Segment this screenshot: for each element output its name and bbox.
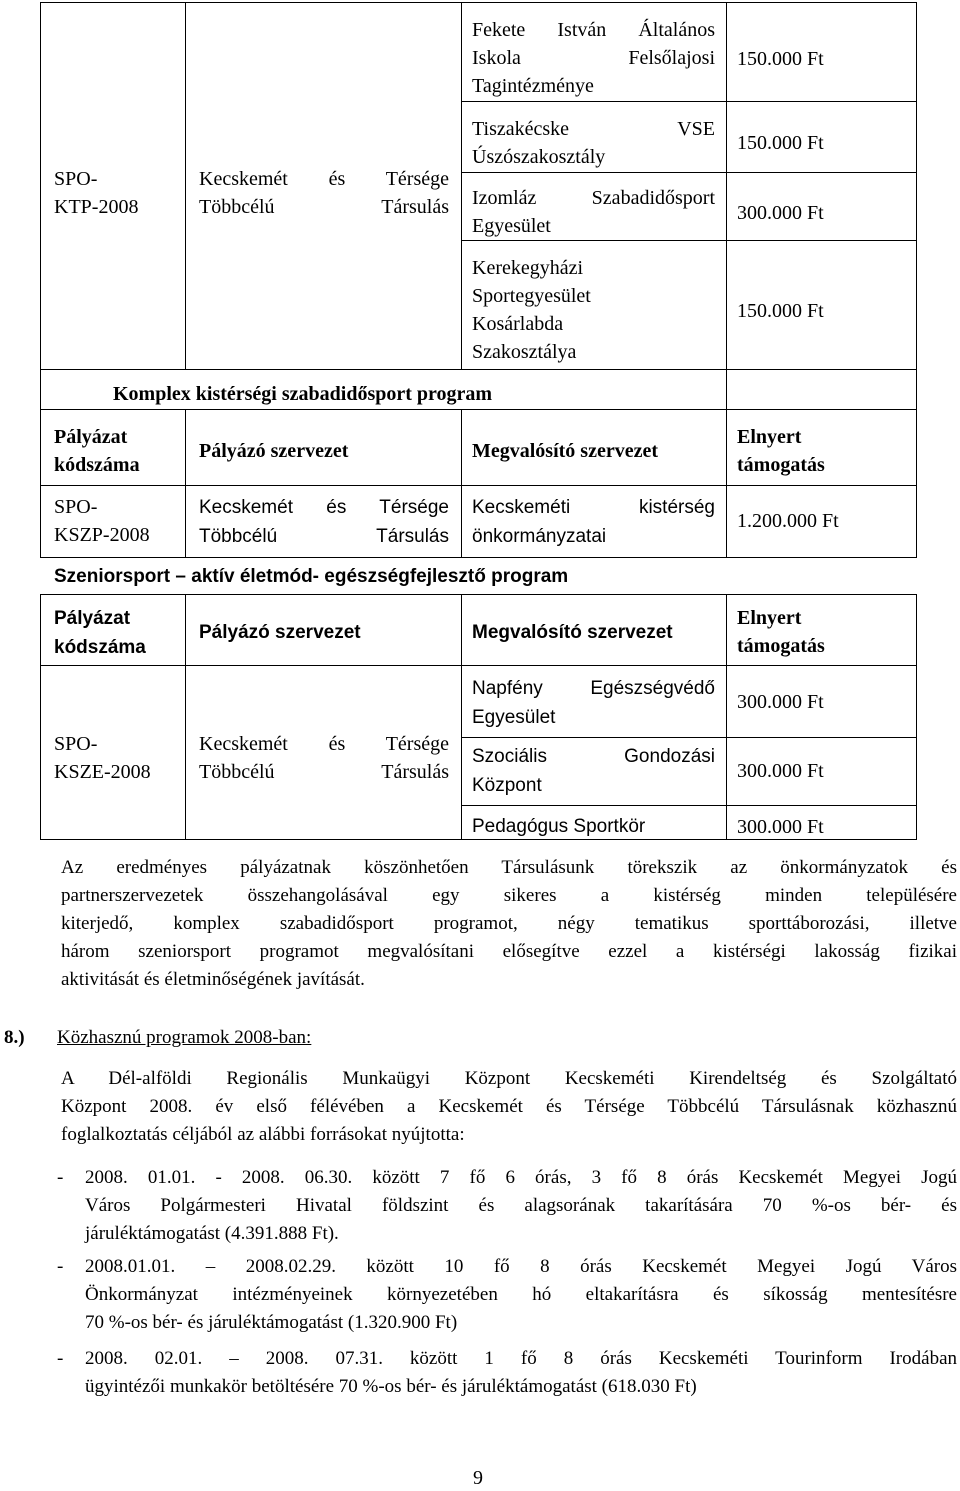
ktp-org-0-line-2: Tagintézménye [472,75,594,97]
bullet-dash: - [57,1167,64,1188]
ktp-org-0-line-1: Iskola Felsőlajosi [472,47,715,69]
ksze-amount-0: 300.000 Ft [737,691,824,713]
summary-line: Az eredményes pályázatnak köszönhetően Társulásunk törekszik az önkormányzatok és [61,857,957,878]
section-number: 8.) [4,1027,25,1048]
kszp-header-implementer: Megvalósító szervezet [472,440,659,462]
ktp-org-1 [472,115,715,171]
summary-line: aktivitását és életminőségének javítását. [61,969,365,990]
ktp-org-3-line-2: Kosárlabda [472,313,564,335]
ktp-org-3 [472,254,715,366]
ktp-org-2-line-0: Izomláz Szabadidősport [472,187,715,209]
ktp-org-2 [472,184,715,240]
ktp-org-3-line-3: Szakosztálya [472,341,577,363]
ksze-amount-2: 300.000 Ft [737,816,824,838]
summary-paragraph [61,854,957,994]
bullet-line: Önkormányzat intézményeinek környezetében hó eltakarításra és síkosság mentesítésre [85,1284,957,1305]
intro-line: A Dél-alföldi Regionális Munkaügyi Központ Kecskeméti Kirendeltség és Szolgáltató [61,1068,957,1089]
summary-line: kiterjedő, komplex szabadidősport programot, négy tematikus sporttáborozási, illetve [61,913,957,934]
kszp-header-applicant: Pályázó szervezet [199,440,349,462]
bullet-item [85,1164,957,1248]
ksze-header-code: Pályázat kódszáma [54,608,146,658]
ksze-header-applicant: Pályázó szervezet [199,622,361,643]
summary-line: három szeniorsport programot megvalósítani elősegítve ezzel a kistérségi lakosság fizikai [61,941,957,962]
bullet-line: ügyintézői munkakör betöltésére 70 %-os bér- és járuléktámogatást (618.030 Ft) [85,1376,697,1397]
ktp-org-3-line-0: Kerekegyházi [472,257,584,279]
bullet-line: Város Polgármesteri Hivatal földszint és alagsorának takarítására 70 %-os bér- és [85,1195,957,1216]
ktp-amount-2: 300.000 Ft [737,202,824,224]
section8-intro [61,1065,957,1149]
bullet-line: 70 %-os bér- és járuléktámogatást (1.320.900 Ft) [85,1312,458,1333]
kszp-title: Komplex kistérségi szabadidősport program [113,383,493,405]
ktp-applicant-text: Kecskemét és Térsége Többcélú Társulás [199,168,449,218]
ksze-code: SPO- KSZE-2008 [54,733,151,783]
kszp-implementer: Kecskeméti kistérség önkormányzatai [472,497,715,547]
ksze-title: Szeniorsport – aktív életmód- egészségfejlesztő program [54,566,569,587]
ksze-org-1: Szociális Gondozási Központ [472,746,715,796]
summary-line: partnerszervezetek összehangolásával egy sikeres a kistérség minden településére [61,885,957,906]
ktp-amount-3: 150.000 Ft [737,300,824,322]
ktp-org-0 [472,16,715,100]
ktp-org-0-line-0: Fekete István Általános [472,19,715,41]
bullet-line: járuléktámogatást (4.391.888 Ft). [85,1223,339,1244]
ktp-org-2-line-1: Egyesület [472,215,551,237]
ktp-org-3-line-1: Sportegyesület [472,285,591,307]
kszp-header-amount: Elnyert támogatás [737,426,825,476]
bullet-item [85,1253,957,1337]
ksze-header-implementer: Megvalósító szervezet [472,622,673,643]
intro-line: foglalkoztatás céljából az alábbi forrásokat nyújtotta: [61,1124,465,1145]
ktp-amount-1: 150.000 Ft [737,132,824,154]
ksze-org-2: Pedagógus Sportkör [472,816,646,837]
ktp-applicant [199,165,449,221]
bullet-line: 2008. 02.01. – 2008. 07.31. között 1 fő 8 órás Kecskeméti Tourinform Irodában [85,1348,957,1369]
ktp-amount-0: 150.000 Ft [737,48,824,70]
kszp-applicant: Kecskemét és Térsége Többcélú Társulás [199,497,449,547]
bullet-line: 2008. 01.01. - 2008. 06.30. között 7 fő 6 órás, 3 fő 8 órás Kecskemét Megyei Jogú [85,1167,957,1188]
ktp-code: SPO- KTP-2008 [54,168,139,218]
ksze-amount-1: 300.000 Ft [737,760,824,782]
kszp-code: SPO- KSZP-2008 [54,496,150,546]
intro-line: Központ 2008. év első félévében a Kecskemét és Térsége Többcélú Társulásnak közhasznú [61,1096,957,1117]
kszp-header-code: Pályázat kódszáma [54,426,140,476]
bullet-line: 2008.01.01. – 2008.02.29. között 10 fő 8 órás Kecskemét Megyei Jogú Város [85,1256,957,1277]
bullet-item [85,1345,957,1401]
section-title: Közhasznú programok 2008-ban: [57,1027,312,1048]
ktp-org-1-line-1: Úszószakosztály [472,146,606,168]
kszp-amount: 1.200.000 Ft [737,510,839,532]
bullet-dash: - [57,1256,64,1277]
ksze-header-amount: Elnyert támogatás [737,607,825,657]
bullet-dash: - [57,1348,64,1369]
ksze-applicant: Kecskemét és Térsége Többcélú Társulás [199,733,449,783]
ktp-org-1-line-0: Tiszakécske VSE [472,118,715,140]
ksze-org-0: Napfény Egészségvédő Egyesület [472,678,715,728]
page-number: 9 [473,1467,483,1489]
